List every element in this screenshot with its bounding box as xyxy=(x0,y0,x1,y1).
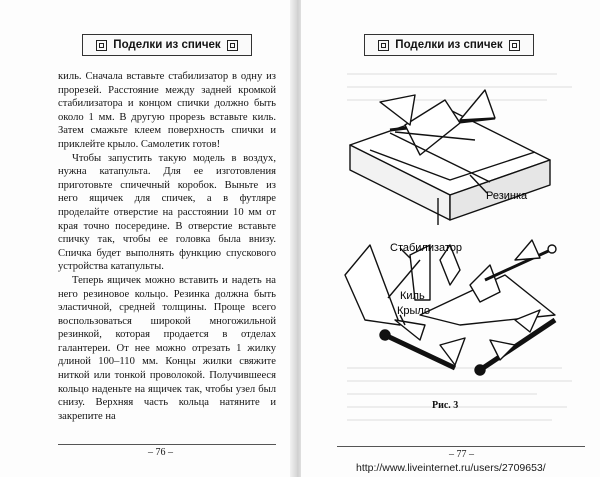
rubber-band-label: Резинка xyxy=(486,190,528,202)
paragraph: Теперь ящичек можно вставить и надеть на него резиновое кольцо. Резинка должна быть эластичной, средней толщины. Проще всего воспользоваться широкой многожильной резинкой, которая продается в отделах галантереи. От нее можно отрезать 1 жилку длиной 100–110 мм. Концы жилки свяжите ниткой или тонкой проволокой. Получившееся кольцо наденьте на ящичек так, чтобы узел был снизу. Верхняя часть кольца натяните и закрепите на xyxy=(58,274,276,422)
plane-side-view-left xyxy=(380,320,465,368)
stabilizer-label: Стабилизатор xyxy=(390,242,463,254)
left-page-number: – 76 – xyxy=(148,447,173,458)
right-header-title: Поделки из спичек xyxy=(395,39,503,51)
ornament-icon xyxy=(96,40,107,51)
right-page-header xyxy=(364,34,534,56)
left-body-text xyxy=(58,70,276,423)
footer-rule xyxy=(337,446,585,447)
fin-label: Киль xyxy=(400,290,425,302)
wing-label: Крыло xyxy=(397,305,431,317)
right-page-number: – 77 – xyxy=(449,449,474,460)
side-plane-top xyxy=(485,240,556,280)
ornament-icon xyxy=(509,40,520,51)
watermark-url: http://www.liveinternet.ru/users/2709653/ xyxy=(356,462,546,474)
left-header-title: Поделки из спичек xyxy=(113,39,221,51)
ornament-icon xyxy=(227,40,238,51)
ornament-icon xyxy=(378,40,389,51)
left-page-header xyxy=(82,34,252,56)
footer-rule xyxy=(58,444,276,445)
catapult-figure xyxy=(300,70,570,390)
left-page xyxy=(0,0,293,477)
paragraph: Чтобы запустить такую модель в воздух, нужна катапульта. Для ее изготовления приготовьте спичечный коробок. Выньте из него ящичек для спичек, а в футляре проделайте отверстие на расстоянии 10 мм от края точно посередине. В отверстие вставьте спичку так, чтобы ее головка была внизу. Спичка будет выполнять функцию спускового устройства катапульты. xyxy=(58,152,276,273)
paragraph: киль. Сначала вставьте стабилизатор в одну из прорезей. Расстояние между задней кромкой стабилизатора и концом спички должно быть около 1 мм. В другую прорезь вставьте киль. Затем смажьте клеем поверхность спички и приклейте крыло. Самолетик готов! xyxy=(58,71,276,150)
figure-caption: Рис. 3 xyxy=(432,400,459,411)
